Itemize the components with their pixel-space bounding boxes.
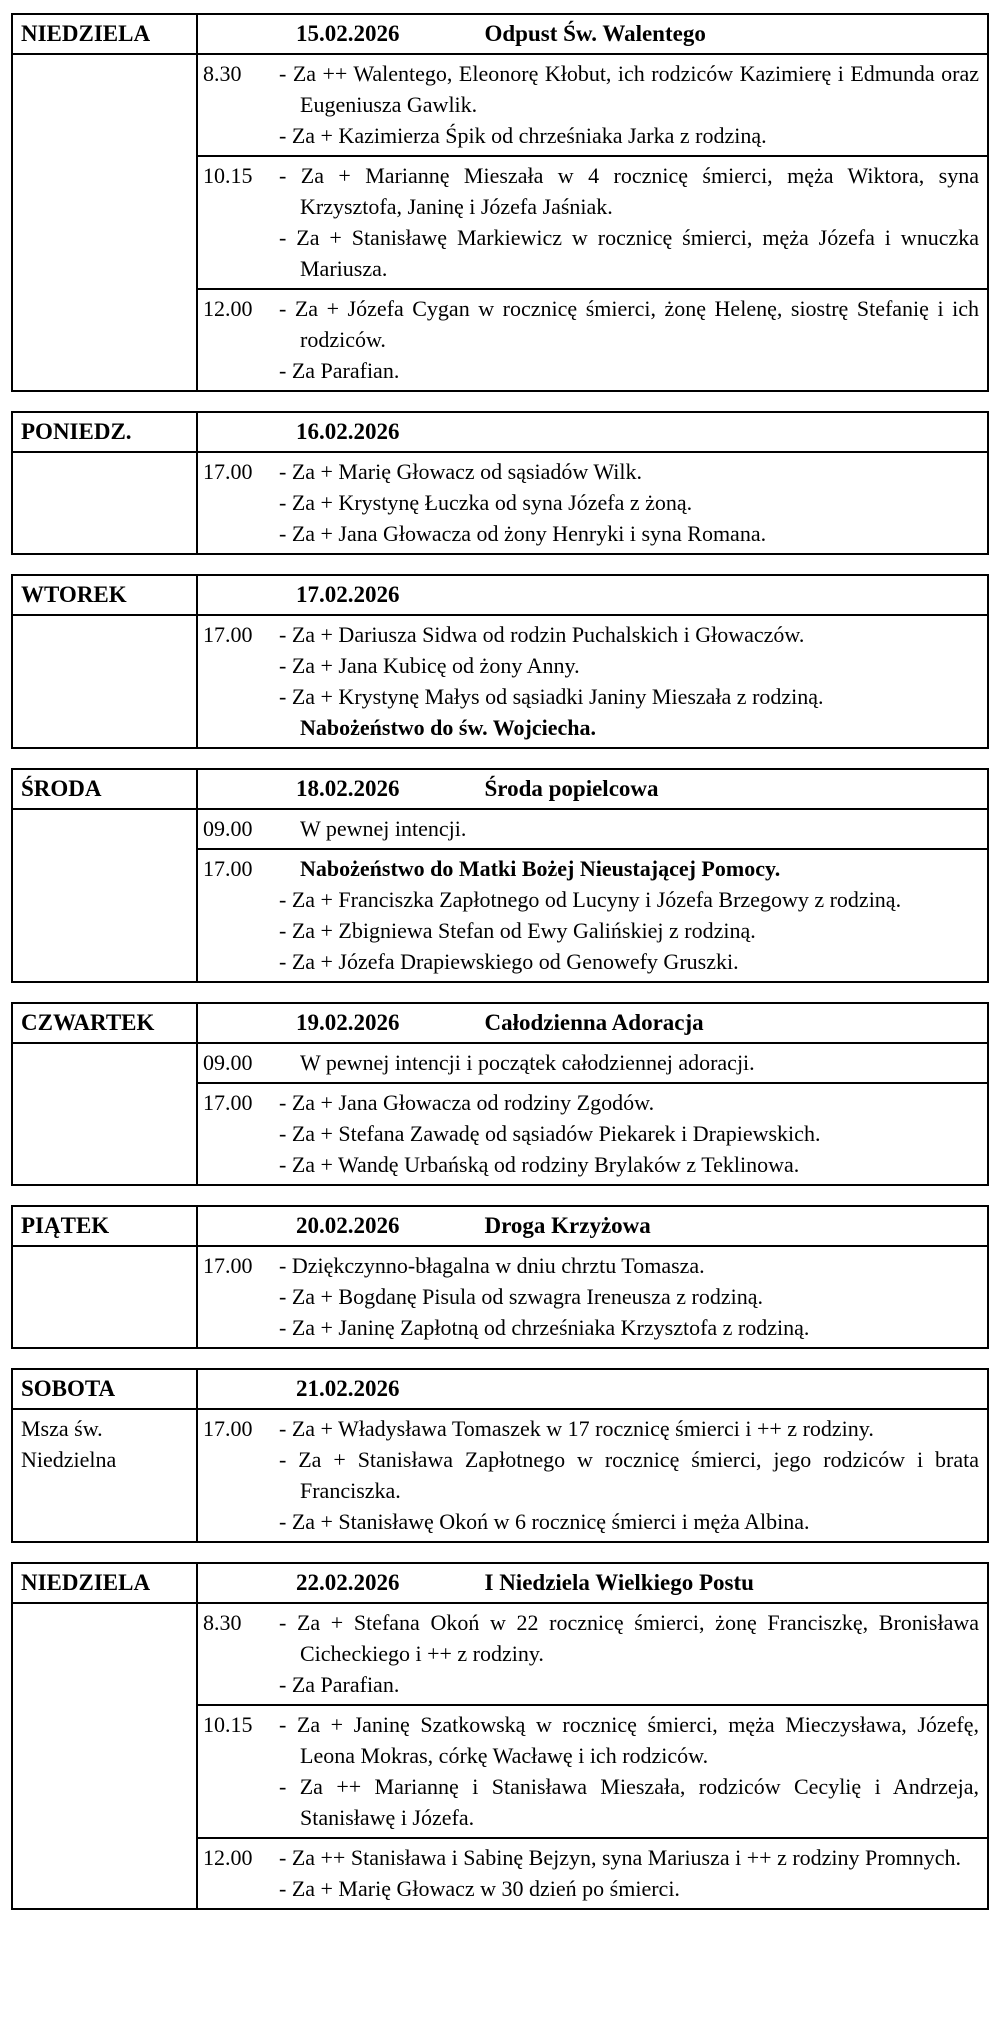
table-header-row (12, 1369, 988, 1409)
intention-item: - Za + Mariannę Mieszała w 4 rocznicę śmierci, męża Wiktora, syna Krzysztofa, Janinę i Józefa Jaśniak. (279, 163, 979, 219)
intention-item: - Za + Bogdanę Pisula od szwagra Ireneusza z rodziną. (279, 1284, 763, 1309)
day-cell: WTOREK (12, 575, 197, 615)
intention-item: - Za + Jana Kubicę od żony Anny. (279, 653, 580, 678)
intention-item: - Za + Władysława Tomaszek w 17 rocznicę śmierci i ++ z rodziny. (279, 1416, 874, 1441)
table-header-row (12, 1003, 988, 1043)
day-note-cell (12, 1043, 197, 1185)
block-cell (197, 289, 988, 391)
intention-item: - Za + Janinę Szatkowską w rocznicę śmierci, męża Mieczysława, Józefę, Leona Mokras, córkę Wacławę i ich rodziców. (279, 1712, 979, 1768)
table-header-row (12, 1563, 988, 1603)
intentions-list (279, 160, 979, 284)
time-label: 17.00 (203, 459, 253, 484)
intention-item: W pewnej intencji. (300, 816, 467, 841)
time-label: 17.00 (203, 856, 253, 881)
feast-text: Środa popielcowa (484, 776, 659, 801)
feast-text: I Niedziela Wielkiego Postu (484, 1570, 754, 1595)
time-block (203, 456, 979, 549)
date-cell (197, 14, 988, 54)
feast-text: Odpust Św. Walentego (484, 21, 706, 46)
day-note-cell (12, 452, 197, 554)
intentions-list (279, 1607, 979, 1700)
day-note-cell (12, 615, 197, 748)
intention-item: Nabożeństwo do Matki Bożej Nieustającej Pomocy. (300, 856, 781, 881)
date-text: 22.02.2026 (296, 1570, 400, 1595)
block-cell (197, 849, 988, 982)
time-label: 09.00 (203, 816, 253, 841)
intentions-list (279, 1842, 979, 1904)
table-header-row (12, 14, 988, 54)
date-text: 19.02.2026 (296, 1010, 400, 1035)
table-header-row (12, 412, 988, 452)
block-row (12, 809, 988, 849)
intention-item: - Za + Stanisławę Okoń w 6 rocznicę śmierci i męża Albina. (279, 1509, 810, 1534)
time-block (203, 160, 979, 284)
time-label: 10.15 (203, 1712, 253, 1737)
time-label: 8.30 (203, 61, 242, 86)
block-row (12, 1043, 988, 1083)
block-cell (197, 1838, 988, 1909)
intention-item: - Za + Krystynę Łuczka od syna Józefa z żoną. (279, 490, 693, 515)
intentions-list (279, 853, 979, 977)
intention-item: - Za + Józefa Cygan w rocznicę śmierci, żonę Helenę, siostrę Stefanię i ich rodziców. (279, 296, 979, 352)
block-row (12, 452, 988, 554)
feast-text: Całodzienna Adoracja (484, 1010, 704, 1035)
intention-item: - Za ++ Walentego, Eleonorę Kłobut, ich rodziców Kazimierę i Edmunda oraz Eugeniusza Gawlik. (279, 61, 979, 117)
day-table (11, 1562, 989, 1910)
date-cell (197, 1369, 988, 1409)
block-cell (197, 54, 988, 156)
time-block (203, 1047, 979, 1078)
day-note-cell (12, 809, 197, 982)
intention-item: - Za + Krystynę Małys od sąsiadki Janiny Mieszała z rodziną. (279, 684, 824, 709)
intention-item: - Za Parafian. (279, 1672, 400, 1697)
time-block (203, 293, 979, 386)
intention-item: - Za + Józefa Drapiewskiego od Genowefy Gruszki. (279, 949, 739, 974)
day-table (11, 1002, 989, 1186)
block-row (12, 615, 988, 748)
day-note-cell (12, 54, 197, 391)
block-row (12, 1603, 988, 1705)
intentions-list (279, 293, 979, 386)
time-block (203, 853, 979, 977)
intention-item: - Za + Zbigniewa Stefan od Ewy Galińskiej z rodziną. (279, 918, 756, 943)
intention-item: - Za + Jana Głowacza od żony Henryki i syna Romana. (279, 521, 767, 546)
time-block (203, 1607, 979, 1700)
time-label: 09.00 (203, 1050, 253, 1075)
day-cell: PONIEDZ. (12, 412, 197, 452)
intention-item: - Za + Marię Głowacz od sąsiadów Wilk. (279, 459, 643, 484)
date-cell (197, 1003, 988, 1043)
date-text: 20.02.2026 (296, 1213, 400, 1238)
intentions-list (279, 619, 979, 743)
time-label: 10.15 (203, 163, 253, 188)
intentions-list (279, 1087, 979, 1180)
block-row (12, 1409, 988, 1542)
date-text: 15.02.2026 (296, 21, 400, 46)
time-label: 17.00 (203, 1253, 253, 1278)
day-note-cell (12, 1246, 197, 1348)
table-header-row (12, 575, 988, 615)
intention-item: - Dziękczynno-błagalna w dniu chrztu Tomasza. (279, 1253, 705, 1278)
day-table (11, 574, 989, 749)
time-label: 17.00 (203, 1090, 253, 1115)
table-header-row (12, 1206, 988, 1246)
time-label: 12.00 (203, 1845, 253, 1870)
intention-item: - Za + Wandę Urbańską od rodziny Brylaków z Teklinowa. (279, 1152, 800, 1177)
day-cell: ŚRODA (12, 769, 197, 809)
day-note-cell (12, 1603, 197, 1909)
time-block (203, 1709, 979, 1833)
time-block (203, 1842, 979, 1904)
intentions-list (279, 1413, 979, 1537)
block-cell (197, 156, 988, 289)
intentions-list (279, 1709, 979, 1833)
intention-item: - Za + Dariusza Sidwa od rodzin Puchalskich i Głowaczów. (279, 622, 805, 647)
intention-item: - Za ++ Stanisława i Sabinę Bejzyn, syna Mariusza i ++ z rodziny Promnych. (279, 1845, 961, 1870)
date-text: 17.02.2026 (296, 582, 400, 607)
intention-item: - Za + Jana Głowacza od rodziny Zgodów. (279, 1090, 655, 1115)
block-cell (197, 1603, 988, 1705)
intentions-list (279, 58, 979, 151)
date-cell (197, 1206, 988, 1246)
feast-text: Droga Krzyżowa (484, 1213, 651, 1238)
day-table (11, 1368, 989, 1543)
date-cell (197, 412, 988, 452)
intention-item: - Za + Marię Głowacz w 30 dzień po śmierci. (279, 1876, 680, 1901)
intention-item: - Za ++ Mariannę i Stanisława Mieszała, rodziców Cecylię i Andrzeja, Stanisławę i Józefa. (279, 1774, 979, 1830)
time-block (203, 619, 979, 743)
intentions-list (279, 456, 979, 549)
intentions-list (279, 813, 979, 844)
intention-item: - Za Parafian. (279, 358, 400, 383)
intention-item: - Za + Janinę Zapłotną od chrześniaka Krzysztofa z rodziną. (279, 1315, 810, 1340)
date-text: 18.02.2026 (296, 776, 400, 801)
day-table (11, 768, 989, 983)
block-cell (197, 1409, 988, 1542)
date-text: 16.02.2026 (296, 419, 400, 444)
block-cell (197, 452, 988, 554)
intention-item: - Za + Kazimierza Śpik od chrześniaka Jarka z rodziną. (279, 123, 767, 148)
date-cell (197, 1563, 988, 1603)
date-cell (197, 769, 988, 809)
block-cell (197, 1083, 988, 1185)
date-cell (197, 575, 988, 615)
intention-item: W pewnej intencji i początek całodziennej adoracji. (300, 1050, 755, 1075)
time-block (203, 1250, 979, 1343)
table-header-row (12, 769, 988, 809)
time-block (203, 813, 979, 844)
block-cell (197, 1705, 988, 1838)
block-cell (197, 809, 988, 849)
time-block (203, 58, 979, 151)
time-block (203, 1413, 979, 1537)
schedule (11, 13, 989, 1910)
intention-item: - Za + Stanisławę Markiewicz w rocznicę śmierci, męża Józefa i wnuczka Mariusza. (279, 225, 979, 281)
intention-item: Nabożeństwo do św. Wojciecha. (300, 715, 596, 740)
day-cell: CZWARTEK (12, 1003, 197, 1043)
time-label: 17.00 (203, 1416, 253, 1441)
block-row (12, 1246, 988, 1348)
time-block (203, 1087, 979, 1180)
time-label: 12.00 (203, 296, 253, 321)
day-cell: SOBOTA (12, 1369, 197, 1409)
time-label: 8.30 (203, 1610, 242, 1635)
day-table (11, 1205, 989, 1349)
day-table (11, 13, 989, 392)
day-note-cell: Msza św. Niedzielna (12, 1409, 197, 1542)
intention-item: - Za + Franciszka Zapłotnego od Lucyny i Józefa Brzegowy z rodziną. (279, 887, 902, 912)
day-cell: NIEDZIELA (12, 14, 197, 54)
intentions-list (279, 1047, 979, 1078)
day-table (11, 411, 989, 555)
block-cell (197, 1246, 988, 1348)
intention-item: - Za + Stefana Okoń w 22 rocznicę śmierci, żonę Franciszkę, Bronisława Cicheckiego i ++ z rodziny. (279, 1610, 979, 1666)
intentions-list (279, 1250, 979, 1343)
time-label: 17.00 (203, 622, 253, 647)
day-cell: NIEDZIELA (12, 1563, 197, 1603)
day-cell: PIĄTEK (12, 1206, 197, 1246)
block-cell (197, 1043, 988, 1083)
block-cell (197, 615, 988, 748)
block-row (12, 54, 988, 156)
intention-item: - Za + Stanisława Zapłotnego w rocznicę śmierci, jego rodziców i brata Franciszka. (279, 1447, 979, 1503)
date-text: 21.02.2026 (296, 1376, 400, 1401)
intention-item: - Za + Stefana Zawadę od sąsiadów Piekarek i Drapiewskich. (279, 1121, 821, 1146)
